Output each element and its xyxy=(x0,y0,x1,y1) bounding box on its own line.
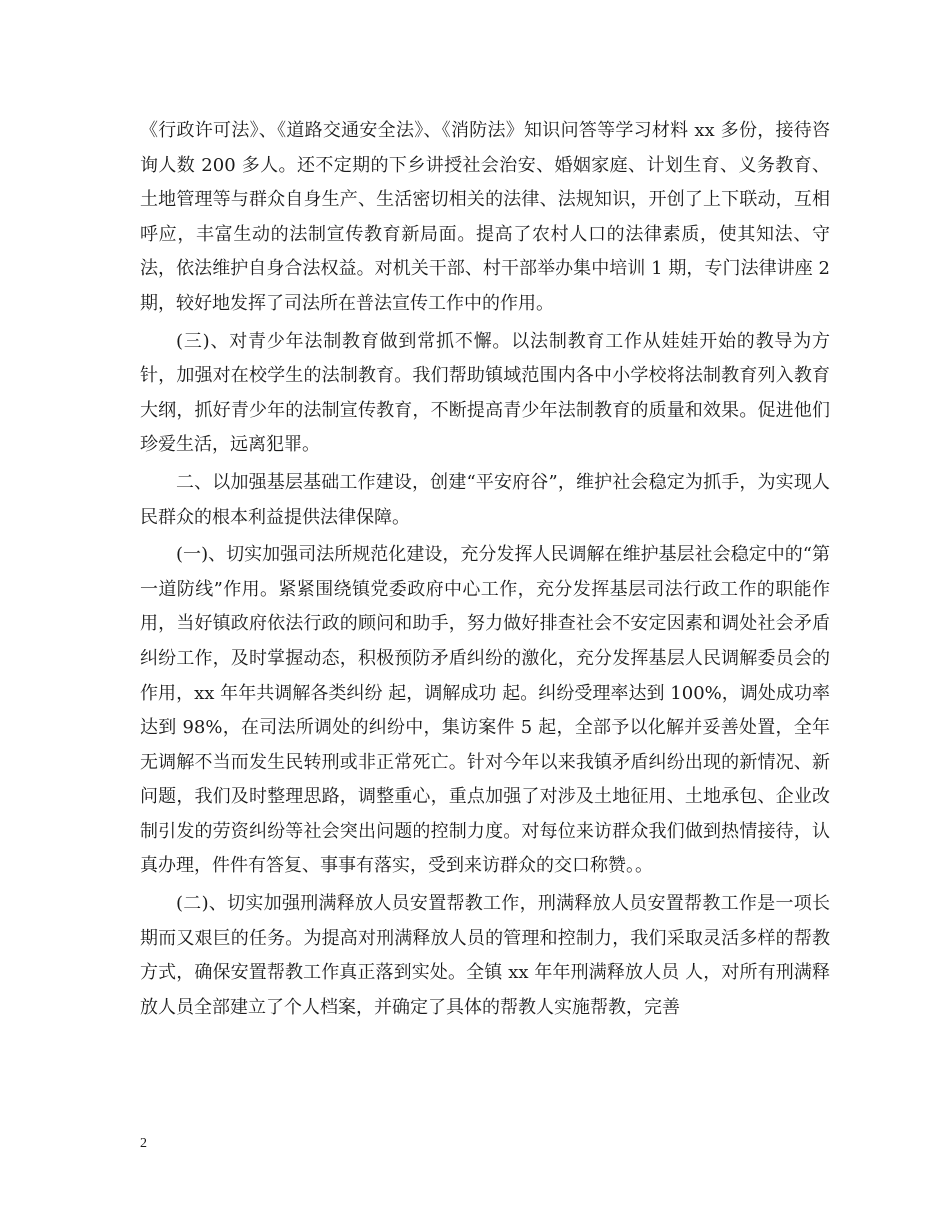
page-number: 2 xyxy=(140,1136,147,1151)
paragraph-4: (一)、切实加强司法所规范化建设，充分发挥人民调解在维护基层社会稳定中的“第一道防线”作用。紧紧围绕镇党委政府中心工作，充分发挥基层司法行政工作的职能作用，当好镇政府依法行政的顾问和助手，努力做好排查社会不安定因素和调处社会矛盾纠纷工作，及时掌握动态，积极预防矛盾纠纷的激化，充分发挥基层人民调解委员会的作用，xx 年年共调解各类纠纷 起，调解成功 起。纠纷受理率达到 100%，调处成功率达到 98%，在司法所调处的纠纷中，集访案件 5 起，全部予以化解并妥善处置，全年无调解不当而发生民转刑或非正常死亡。针对今年以来我镇矛盾纠纷出现的新情况、新问题，我们及时整理思路，调整重心，重点加强了对涉及土地征用、土地承包、企业改制引发的劳资纠纷等社会突出问题的控制力度。对每位来访群众我们做到热情接待，认真办理，件件有答复、事事有落实，受到来访群众的交口称赞。。 xyxy=(140,544,830,877)
paragraph-2: (三)、对青少年法制教育做到常抓不懈。以法制教育工作从娃娃开始的教导为方针，加强对在校学生的法制教育。我们帮助镇域范围内各中小学校将法制教育列入教育大纲，抓好青少年的法制宣传教育，不断提高青少年法制教育的质量和效果。促进他们珍爱生活，远离犯罪。 xyxy=(140,330,830,456)
paragraph-5: (二)、切实加强刑满释放人员安置帮教工作，刑满释放人员安置帮教工作是一项长期而又艰巨的任务。为提高对刑满释放人员的管理和控制力，我们采取灵活多样的帮教方式，确保安置帮教工作真正落到实处。全镇 xx 年年刑满释放人员 人，对所有刑满释放人员全部建立了个人档案，并确定了具体的帮教人实施帮教，完善 xyxy=(140,893,830,1018)
document-body xyxy=(140,114,830,1028)
paragraph-3: 二、以加强基层基础工作建设，创建“平安府谷”，维护社会稳定为抓手，为实现人民群众的根本利益提供法律保障。 xyxy=(140,471,830,528)
paragraph-1: 《行政许可法》、《道路交通安全法》、《消防法》知识问答等学习材料 xx 多份，接待咨询人数 200 多人。还不定期的下乡讲授社会治安、婚姻家庭、计划生育、义务教育、土地管理等与群众自身生产、生活密切相关的法律、法规知识，开创了上下联动，互相呼应，丰富生动的法制宣传教育新局面。提高了农村人口的法律素质，使其知法、守法，依法维护自身合法权益。对机关干部、村干部举办集中培训 1 期，专门法律讲座 2 期，较好地发挥了司法所在普法宣传工作中的作用。 xyxy=(140,120,830,314)
